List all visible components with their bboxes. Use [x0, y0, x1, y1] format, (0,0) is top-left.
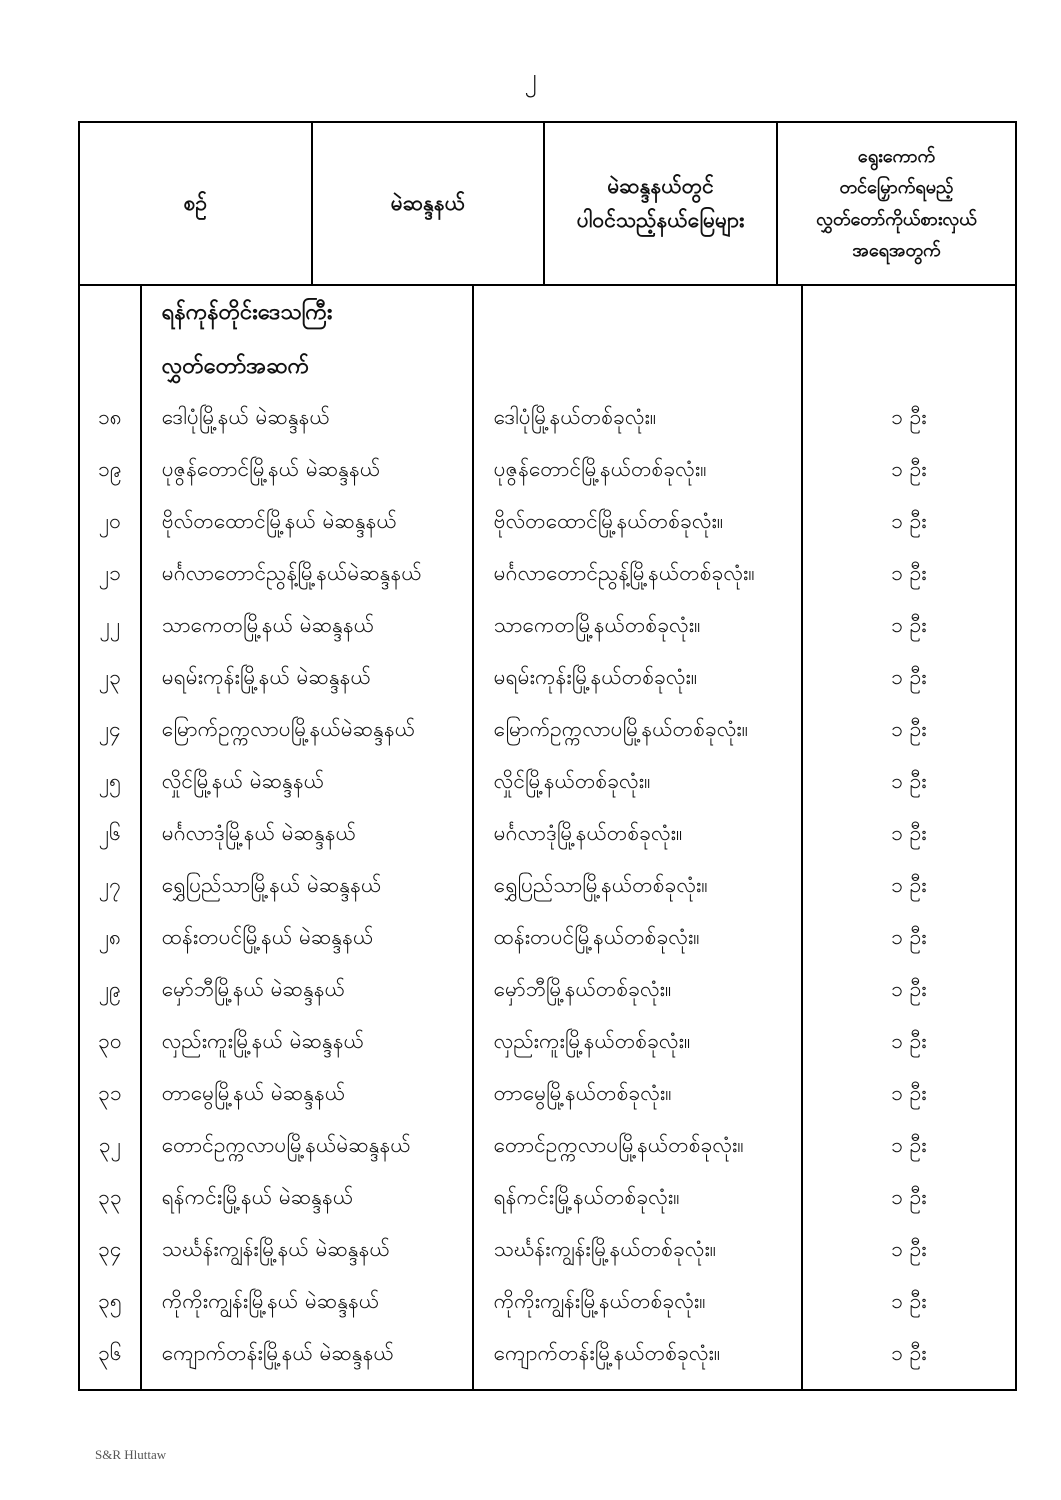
row-constituency: ကျောက်တန်းမြို့နယ် မဲဆန္ဒနယ်: [161, 1340, 394, 1365]
row-constituency: သာကေတမြို့နယ် မဲဆန္ဒနယ်: [161, 612, 375, 637]
row-areas: ပုဇွန်တောင်မြို့နယ်တစ်ခုလုံး။: [493, 456, 707, 481]
row-constituency: တာမွေမြို့နယ် မဲဆန္ဒနယ်: [161, 1080, 346, 1105]
row-representative-count: ၁ ဦး: [891, 508, 927, 533]
row-constituency: ပုဇွန်တောင်မြို့နယ် မဲဆန္ဒနယ်: [161, 456, 381, 481]
row-number: ၂၀: [98, 508, 121, 533]
header-no-label: စဉ်: [183, 190, 208, 215]
column-no-rows: [80, 393, 140, 1381]
row-representative-count: ၁ ဦး: [891, 1028, 927, 1053]
row-representative-count: ၁ ဦး: [891, 456, 927, 481]
row-representative-count: ၁ ဦး: [891, 976, 927, 1001]
section-header-line1: ရန်ကုန်တိုင်းဒေသကြီး: [161, 300, 333, 325]
row-areas: ရန်ကင်းမြို့နယ်တစ်ခုလုံး။: [493, 1184, 680, 1209]
column-count-rows: [803, 393, 1015, 1381]
row-areas: ကျောက်တန်းမြို့နယ်တစ်ခုလုံး။: [493, 1340, 721, 1365]
row-number: ၂၆: [98, 820, 121, 845]
header-areas-line2: ပါဝင်သည့်နယ်မြေများ: [576, 207, 745, 232]
row-constituency: ရန်ကင်းမြို့နယ် မဲဆန္ဒနယ်: [161, 1184, 354, 1209]
column-constituency-rows: [142, 393, 472, 1381]
header-constituency: [313, 123, 546, 284]
row-areas: မင်္ဂလာဒုံမြို့နယ်တစ်ခုလုံး။: [493, 820, 683, 845]
row-representative-count: ၁ ဦး: [891, 924, 927, 949]
row-representative-count: ၁ ဦး: [891, 820, 927, 845]
row-representative-count: ၁ ဦး: [891, 1340, 927, 1365]
row-areas: ဗိုလ်တထောင်မြို့နယ်တစ်ခုလုံး။: [493, 508, 724, 533]
section-header: [142, 286, 472, 393]
row-representative-count: ၁ ဦး: [891, 404, 927, 429]
row-number: ၂၂: [99, 612, 121, 637]
row-constituency: ထန်းတပင်မြို့နယ် မဲဆန္ဒနယ်: [161, 924, 374, 949]
row-constituency: မင်္ဂလာဒုံမြို့နယ် မဲဆန္ဒနယ်: [161, 820, 357, 845]
page-number: ၂: [524, 63, 537, 92]
row-areas: ဒေါပုံမြို့နယ်တစ်ခုလုံး။: [493, 404, 657, 429]
row-representative-count: ၁ ဦး: [891, 560, 927, 585]
row-constituency: မရမ်းကုန်းမြို့နယ် မဲဆန္ဒနယ်: [161, 664, 371, 689]
column-areas-rows: [474, 393, 801, 1381]
table-header-row: [80, 123, 1015, 286]
row-number: ၂၃: [98, 664, 121, 689]
column-no: [80, 286, 142, 1389]
header-areas: [545, 123, 778, 284]
row-areas: တောင်ဥက္ကလာပမြို့နယ်တစ်ခုလုံး။: [493, 1132, 744, 1157]
row-number: ၂၇: [98, 872, 121, 897]
row-areas: မင်္ဂလာတောင်ညွန့်မြို့နယ်တစ်ခုလုံး။: [493, 560, 755, 585]
row-areas: မရမ်းကုန်းမြို့နယ်တစ်ခုလုံး။: [493, 664, 698, 689]
row-number: ၃၃: [98, 1184, 122, 1209]
row-areas: ကိုကိုးကျွန်းမြို့နယ်တစ်ခုလုံး။: [493, 1288, 706, 1313]
row-number: ၂၅: [98, 768, 121, 793]
row-representative-count: ၁ ဦး: [891, 1184, 927, 1209]
constituency-table: [78, 121, 1017, 1391]
header-count-line3: လွှတ်တော်ကိုယ်စားလှယ်: [816, 208, 977, 230]
row-number: ၃၂: [98, 1132, 121, 1157]
row-number: ၁၉: [98, 456, 122, 481]
table-body: [80, 286, 1015, 1389]
row-representative-count: ၁ ဦး: [891, 872, 927, 897]
header-count-line4: အရေအတွက်: [852, 240, 941, 261]
row-number: ၁၈: [97, 404, 122, 429]
row-representative-count: ၁ ဦး: [891, 1288, 927, 1313]
row-representative-count: ၁ ဦး: [891, 1236, 927, 1261]
header-count-line2: တင်မြှောက်ရမည့်: [839, 177, 954, 198]
column-count-spacer: [803, 286, 1015, 393]
row-areas: မှော်ဘီမြို့နယ်တစ်ခုလုံး။: [493, 976, 672, 1001]
row-areas: မြောက်ဥက္ကလာပမြို့နယ်တစ်ခုလုံး။: [493, 716, 749, 741]
row-representative-count: ၁ ဦး: [891, 1080, 927, 1105]
column-no-spacer: [80, 286, 140, 393]
row-constituency: လှည်းကူးမြို့နယ် မဲဆန္ဒနယ်: [161, 1028, 365, 1053]
row-number: ၂၈: [98, 924, 121, 949]
row-representative-count: ၁ ဦး: [891, 716, 927, 741]
row-number: ၂၄: [98, 716, 121, 741]
row-constituency: ရွှေပြည်သာမြို့နယ် မဲဆန္ဒနယ်: [161, 872, 382, 897]
row-constituency: သင်္ဃန်းကျွန်းမြို့နယ် မဲဆန္ဒနယ်: [161, 1236, 390, 1261]
row-number: ၃၆: [98, 1340, 122, 1365]
footer-watermark: S&R Hluttaw: [95, 1447, 167, 1462]
header-constituency-label: မဲဆန္ဒနယ်: [390, 190, 466, 215]
row-representative-count: ၁ ဦး: [891, 664, 927, 689]
row-areas: ထန်းတပင်မြို့နယ်တစ်ခုလုံး။: [493, 924, 700, 949]
row-number: ၃၁: [98, 1080, 122, 1105]
header-count: [778, 123, 1015, 284]
row-number: ၃၅: [98, 1288, 122, 1313]
row-areas: သင်္ဃန်းကျွန်းမြို့နယ်တစ်ခုလုံး။: [493, 1236, 717, 1261]
row-representative-count: ၁ ဦး: [891, 612, 927, 637]
row-number: ၃၄: [98, 1236, 122, 1261]
row-constituency: ဒေါပုံမြို့နယ် မဲဆန္ဒနယ်: [161, 404, 330, 429]
row-constituency: တောင်ဥက္ကလာပမြို့နယ်မဲဆန္ဒနယ်: [161, 1132, 411, 1157]
header-no: [80, 123, 313, 284]
row-areas: ရွှေပြည်သာမြို့နယ်တစ်ခုလုံး။: [493, 872, 708, 897]
row-representative-count: ၁ ဦး: [891, 768, 927, 793]
header-areas-line1: မဲဆန္ဒနယ်တွင်: [607, 173, 714, 198]
row-number: ၂၁: [98, 560, 121, 585]
column-count: [803, 286, 1015, 1389]
column-constituency: [142, 286, 474, 1389]
row-areas: တာမွေမြို့နယ်တစ်ခုလုံး။: [493, 1080, 672, 1105]
row-constituency: ဗိုလ်တထောင်မြို့နယ် မဲဆန္ဒနယ်: [161, 508, 397, 533]
column-areas: [474, 286, 803, 1389]
row-constituency: မြောက်ဥက္ကလာပမြို့နယ်မဲဆန္ဒနယ်: [161, 716, 416, 741]
row-areas: လှိုင်မြို့နယ်တစ်ခုလုံး။: [493, 768, 651, 793]
row-constituency: လှိုင်မြို့နယ် မဲဆန္ဒနယ်: [161, 768, 325, 793]
column-areas-spacer: [474, 286, 801, 393]
row-areas: သာကေတမြို့နယ်တစ်ခုလုံး။: [493, 612, 701, 637]
row-number: ၃၀: [98, 1028, 122, 1053]
row-representative-count: ၁ ဦး: [891, 1132, 927, 1157]
header-count-line1: ရွေးကောက်: [857, 145, 936, 167]
row-constituency: မှော်ဘီမြို့နယ် မဲဆန္ဒနယ်: [161, 976, 346, 1001]
row-areas: လှည်းကူးမြို့နယ်တစ်ခုလုံး။: [493, 1028, 691, 1053]
section-header-line2: လွှတ်တော်အဆက်: [161, 354, 310, 379]
row-number: ၂၉: [98, 976, 121, 1001]
row-constituency: ကိုကိုးကျွန်းမြို့နယ် မဲဆန္ဒနယ်: [161, 1288, 380, 1313]
row-constituency: မင်္ဂလာတောင်ညွန့်မြို့နယ်မဲဆန္ဒနယ်: [161, 560, 422, 585]
